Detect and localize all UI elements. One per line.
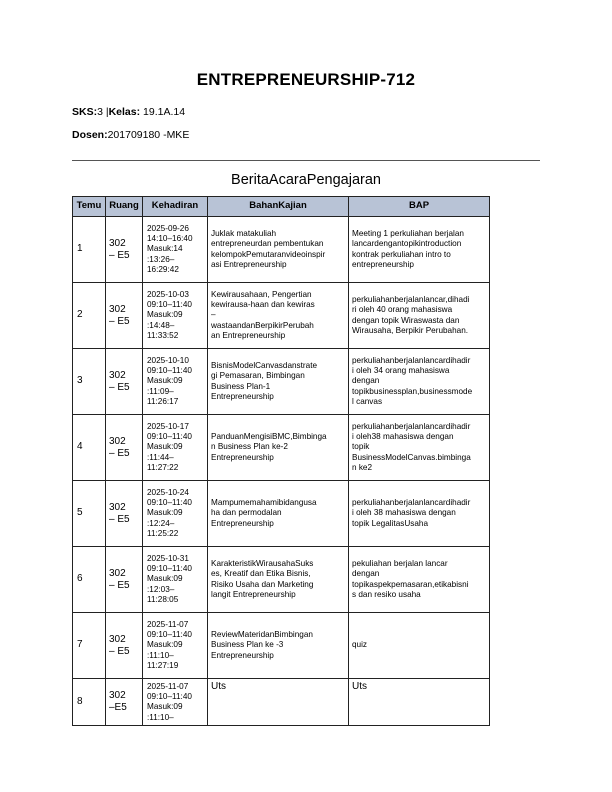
attendance-cell: 2025-11-07 09:10–11:40 Masuk:09 :11:10– 11:27:19: [143, 613, 208, 679]
meeting-number: 6: [73, 547, 106, 613]
dosen-value: 201709180 -MKE: [107, 129, 190, 141]
table-row: [73, 679, 490, 726]
meeting-number: 2: [73, 283, 106, 349]
header-bap: BAP: [349, 197, 490, 217]
dosen-label: Dosen:: [72, 129, 108, 141]
bap-cell: perkuliahanberjalanlancardihadir i oleh 38 mahasiswa dengan topik LegalitasUsaha: [349, 481, 490, 547]
room-cell: 302 – E5: [106, 547, 143, 613]
room-cell: 302 – E5: [106, 415, 143, 481]
bap-cell: quiz: [349, 613, 490, 679]
kelas-label: Kelas:: [108, 106, 141, 118]
header-bahan-kajian: BahanKajian: [208, 197, 349, 217]
bap-cell: perkuliahanberjalanlancar,dihadi ri oleh 40 orang mahasiswa dengan topik Wiraswasta dan Wirausaha, Berpikir Perubahan.: [349, 283, 490, 349]
topic-cell: BisnisModelCanvasdanstrate gi Pemasaran, Bimbingan Business Plan-1 Entrepreneurship: [208, 349, 349, 415]
meeting-number: 4: [73, 415, 106, 481]
sks-label: SKS:: [72, 106, 98, 118]
bap-cell: pekuliahan berjalan lancar dengan topikaspekpemasaran,etikabisni s dan resiko usaha: [349, 547, 490, 613]
room-cell: 302 – E5: [106, 613, 143, 679]
table-row: [73, 547, 490, 613]
attendance-cell: 2025-10-03 09:10–11:40 Masuk:09 :14:48– 11:33:52: [143, 283, 208, 349]
room-cell: 302 – E5: [106, 283, 143, 349]
bap-cell: perkuliahanberjalanlancardihadir i oleh38 mahasiswa dengan topik BusinessModelCanvas.bimbinga n ke2: [349, 415, 490, 481]
table-row: [73, 349, 490, 415]
room-cell: 302 – E5: [106, 481, 143, 547]
divider: [72, 160, 540, 161]
table-row: [73, 481, 490, 547]
section-title: BeritaAcaraPengajaran: [231, 172, 381, 188]
bap-cell: perkuliahanberjalanlancardihadir i oleh 34 orang mahasiswa dengan topikbusinessplan,businessmode l canvas: [349, 349, 490, 415]
header-ruang: Ruang: [106, 197, 143, 217]
document-title: ENTREPRENEURSHIP-712: [196, 70, 416, 89]
topic-cell: KarakteristikWirausahaSuks es, Kreatif dan Etika Bisnis, Risiko Usaha dan Marketing langit Entrepreneurship: [208, 547, 349, 613]
topic-cell: Uts: [208, 679, 349, 726]
topic-cell: PanduanMengisiBMC,Bimbinga n Business Plan ke-2 Entrepreneurship: [208, 415, 349, 481]
header-temu: Temu: [73, 197, 106, 217]
meeting-number: 8: [73, 679, 106, 726]
room-cell: 302 – E5: [106, 217, 143, 283]
attendance-cell: 2025-11-07 09:10–11:40 Masuk:09 :11:10–: [143, 679, 208, 726]
attendance-cell: 2025-10-17 09:10–11:40 Masuk:09 :11:44– 11:27:22: [143, 415, 208, 481]
lecturer-info: [72, 129, 189, 141]
kelas-value: 19.1A.14: [140, 106, 186, 118]
room-cell: 302 – E5: [106, 349, 143, 415]
meeting-number: 7: [73, 613, 106, 679]
table-row: [73, 283, 490, 349]
table-header-row: [73, 197, 490, 217]
class-info: [72, 106, 185, 118]
attendance-cell: 2025-09-26 14:10–16:40 Masuk:14 :13:26– 16:29:42: [143, 217, 208, 283]
topic-cell: ReviewMateridanBimbingan Business Plan ke -3 Entrepreneurship: [208, 613, 349, 679]
topic-cell: Juklak matakuliah entrepreneurdan pembentukan kelompokPemutaranvideoinspir asi Entrepreneurship: [208, 217, 349, 283]
attendance-cell: 2025-10-31 09:10–11:40 Masuk:09 :12:03– 11:28:05: [143, 547, 208, 613]
header-kehadiran: Kehadiran: [143, 197, 208, 217]
bap-cell: Meeting 1 perkuliahan berjalan lancardengantopikintroduction kontrak perkuliahan intro to entrepreneurship: [349, 217, 490, 283]
attendance-cell: 2025-10-10 09:10–11:40 Masuk:09 :11:09– 11:26:17: [143, 349, 208, 415]
topic-cell: Kewirausahaan, Pengertian kewirausa-haan dan kewiras – wastaandanBerpikirPerubah an Entrepreneurship: [208, 283, 349, 349]
table-row: [73, 217, 490, 283]
teaching-record-table: [72, 196, 490, 726]
attendance-cell: 2025-10-24 09:10–11:40 Masuk:09 :12:24– 11:25:22: [143, 481, 208, 547]
room-cell: 302 –E5: [106, 679, 143, 726]
meeting-number: 1: [73, 217, 106, 283]
table-row: [73, 415, 490, 481]
sks-value: 3 |: [97, 106, 109, 118]
topic-cell: Mampumemahamibidangusa ha dan permodalan Entrepreneurship: [208, 481, 349, 547]
table-row: [73, 613, 490, 679]
meeting-number: 3: [73, 349, 106, 415]
bap-cell: Uts: [349, 679, 490, 726]
meeting-number: 5: [73, 481, 106, 547]
